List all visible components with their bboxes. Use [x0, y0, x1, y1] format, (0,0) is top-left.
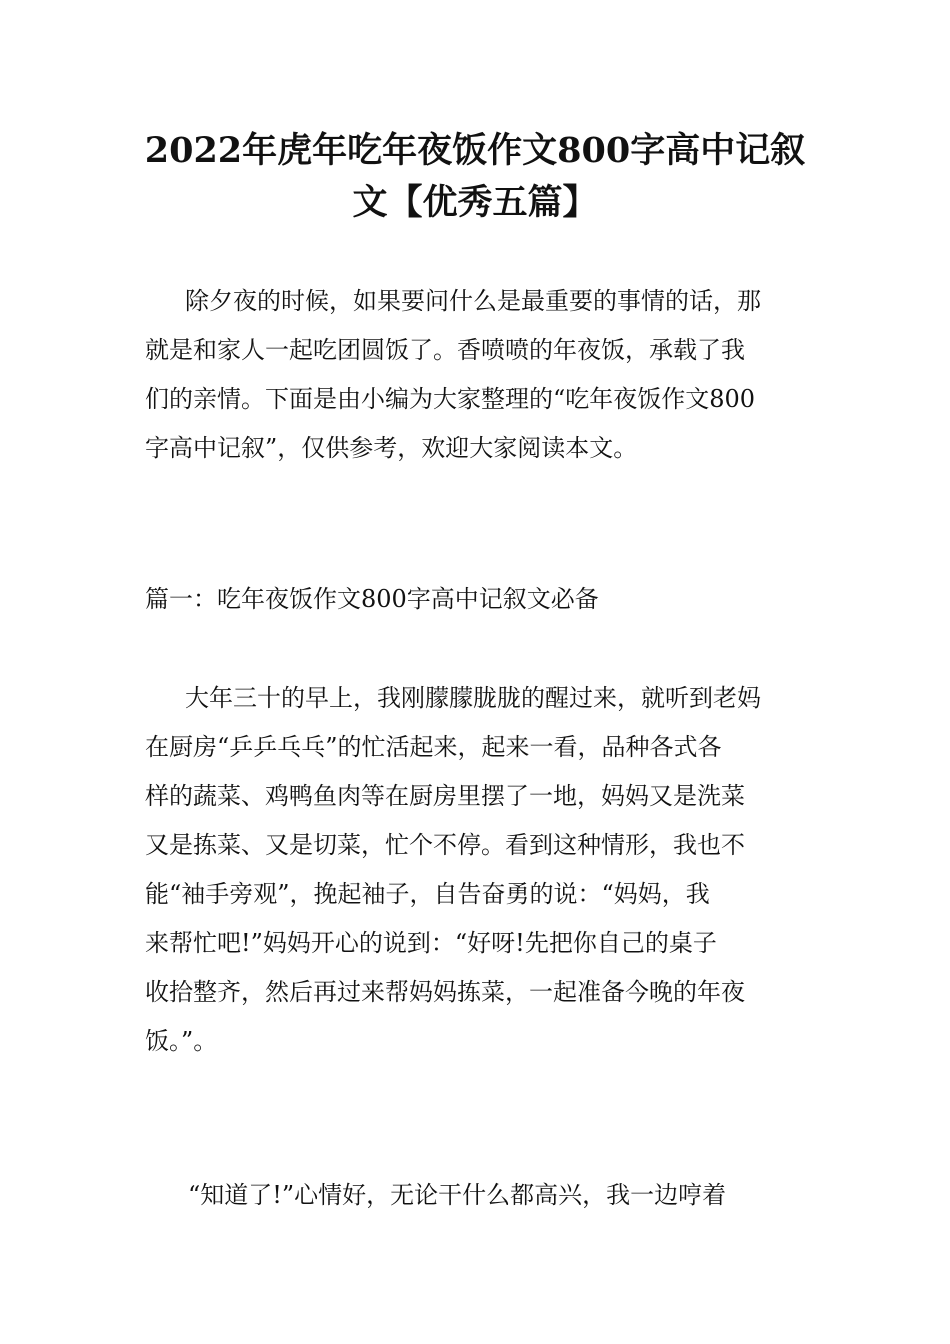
intro-line: 除夕夜的时候，如果要问什么是最重要的事情的话，那 — [185, 287, 761, 315]
body-line: 样的蔬菜、鸡鸭鱼肉等在厨房里摆了一地，妈妈又是洗菜 — [145, 782, 745, 810]
intro-line: 字高中记叙”，仅供参考，欢迎大家阅读本文。 — [145, 434, 638, 462]
section-heading-text: 篇一：吃年夜饭作文800字高中记叙文必备 — [145, 585, 599, 613]
intro-line: 们的亲情。下面是由小编为大家整理的“吃年夜饭作文800 — [145, 385, 756, 413]
section-heading — [145, 575, 810, 624]
body-line: 又是拣菜、又是切菜，忙个不停。看到这种情形，我也不 — [145, 831, 745, 859]
body-paragraph-2 — [145, 1171, 810, 1220]
body-line: 饭。”。 — [145, 1027, 218, 1055]
body-line: 大年三十的早上，我刚朦朦胧胧的醒过来，就听到老妈 — [185, 684, 761, 712]
body-line: 收拾整齐，然后再过来帮妈妈拣菜，一起准备今晚的年夜 — [145, 978, 745, 1006]
intro-line: 就是和家人一起吃团圆饭了。香喷喷的年夜饭，承载了我 — [145, 336, 745, 364]
body-line: “知道了!”心情好，无论干什么都高兴，我一边哼着 — [188, 1181, 727, 1209]
body-line: 在厨房“乒乒乓乓”的忙活起来，起来一看，品种各式各 — [145, 733, 722, 761]
title-line: 文【优秀五篇】 — [352, 182, 598, 223]
body-line: 能“袖手旁观”，挽起袖子，自告奋勇的说：“妈妈，我 — [145, 880, 710, 908]
document-title — [120, 125, 830, 229]
body-paragraph-1 — [145, 674, 810, 1066]
title-line: 2022年虎年吃年夜饭作文800字高中记叙 — [144, 130, 806, 171]
intro-paragraph — [145, 277, 810, 473]
body-line: 来帮忙吧!”妈妈开心的说到：“好呀!先把你自己的桌子 — [145, 929, 717, 957]
